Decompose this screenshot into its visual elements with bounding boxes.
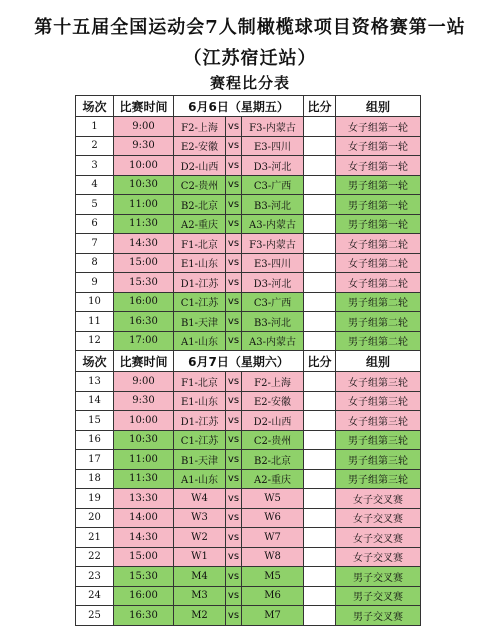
match-group: 女子交叉赛 bbox=[336, 489, 421, 509]
match-number: 20 bbox=[76, 508, 114, 528]
team-a: W1 bbox=[174, 547, 226, 567]
vs-label: vs bbox=[226, 195, 242, 215]
table-row bbox=[76, 156, 421, 176]
vs-label: vs bbox=[226, 214, 242, 234]
vs-label: vs bbox=[226, 136, 242, 156]
document-title: 第十五届全国运动会7人制橄榄球项目资格赛第一站 bbox=[34, 17, 466, 38]
vs-label: vs bbox=[226, 547, 242, 567]
team-b: W6 bbox=[242, 508, 304, 528]
team-b: D3-河北 bbox=[242, 156, 304, 176]
column-header-no: 场次 bbox=[76, 351, 114, 372]
team-a: F1-北京 bbox=[174, 234, 226, 254]
vs-label: vs bbox=[226, 606, 242, 626]
table-row bbox=[76, 547, 421, 567]
score-cell bbox=[304, 450, 336, 470]
table-row bbox=[76, 136, 421, 156]
match-time: 9:00 bbox=[114, 117, 174, 137]
match-time: 15:30 bbox=[114, 273, 174, 293]
score-cell bbox=[304, 567, 336, 587]
team-a: F1-北京 bbox=[174, 372, 226, 392]
column-header-group: 组别 bbox=[336, 96, 421, 117]
score-cell bbox=[304, 528, 336, 548]
score-cell bbox=[304, 411, 336, 431]
team-b: F3-内蒙古 bbox=[242, 117, 304, 137]
score-cell bbox=[304, 234, 336, 254]
team-a: M2 bbox=[174, 606, 226, 626]
match-group: 男子交叉赛 bbox=[336, 586, 421, 606]
team-b: A3-内蒙古 bbox=[242, 331, 304, 351]
match-group: 女子组第二轮 bbox=[336, 234, 421, 254]
vs-label: vs bbox=[226, 528, 242, 548]
vs-label: vs bbox=[226, 391, 242, 411]
table-row bbox=[76, 606, 421, 626]
match-group: 女子组第二轮 bbox=[336, 253, 421, 273]
table-row bbox=[76, 450, 421, 470]
match-number: 23 bbox=[76, 567, 114, 587]
match-time: 11:30 bbox=[114, 214, 174, 234]
vs-label: vs bbox=[226, 234, 242, 254]
match-time: 15:00 bbox=[114, 253, 174, 273]
vs-label: vs bbox=[226, 567, 242, 587]
team-b: W5 bbox=[242, 489, 304, 509]
match-number: 11 bbox=[76, 312, 114, 332]
match-number: 14 bbox=[76, 391, 114, 411]
vs-label: vs bbox=[226, 430, 242, 450]
team-a: E1-山东 bbox=[174, 253, 226, 273]
team-a: A1-山东 bbox=[174, 331, 226, 351]
vs-label: vs bbox=[226, 312, 242, 332]
match-time: 16:00 bbox=[114, 586, 174, 606]
score-cell bbox=[304, 195, 336, 215]
score-cell bbox=[304, 606, 336, 626]
team-a: W3 bbox=[174, 508, 226, 528]
score-cell bbox=[304, 547, 336, 567]
score-cell bbox=[304, 469, 336, 489]
match-group: 男子组第一轮 bbox=[336, 195, 421, 215]
schedule-table bbox=[75, 95, 421, 626]
match-group: 男子交叉赛 bbox=[336, 567, 421, 587]
table-row bbox=[76, 391, 421, 411]
table-row bbox=[76, 273, 421, 293]
team-b: F3-内蒙古 bbox=[242, 234, 304, 254]
match-number: 25 bbox=[76, 606, 114, 626]
match-time: 10:30 bbox=[114, 430, 174, 450]
match-time: 16:00 bbox=[114, 292, 174, 312]
score-cell bbox=[304, 273, 336, 293]
match-number: 24 bbox=[76, 586, 114, 606]
match-group: 男子组第二轮 bbox=[336, 292, 421, 312]
match-group: 女子组第一轮 bbox=[336, 156, 421, 176]
team-b: B2-北京 bbox=[242, 450, 304, 470]
header-row bbox=[76, 96, 421, 117]
team-b: E2-安徽 bbox=[242, 391, 304, 411]
match-number: 5 bbox=[76, 195, 114, 215]
table-row bbox=[76, 175, 421, 195]
score-cell bbox=[304, 292, 336, 312]
table-row bbox=[76, 312, 421, 332]
match-number: 4 bbox=[76, 175, 114, 195]
team-b: W7 bbox=[242, 528, 304, 548]
table-row bbox=[76, 430, 421, 450]
vs-label: vs bbox=[226, 508, 242, 528]
team-a: D1-江苏 bbox=[174, 273, 226, 293]
team-b: E3-四川 bbox=[242, 253, 304, 273]
match-group: 女子组第三轮 bbox=[336, 391, 421, 411]
score-cell bbox=[304, 372, 336, 392]
document-subtitle: （江苏宿迁站） bbox=[183, 48, 317, 69]
team-b: M6 bbox=[242, 586, 304, 606]
table-row bbox=[76, 567, 421, 587]
score-cell bbox=[304, 253, 336, 273]
match-time: 11:30 bbox=[114, 469, 174, 489]
match-group: 女子交叉赛 bbox=[336, 528, 421, 548]
column-header-no: 场次 bbox=[76, 96, 114, 117]
team-a: B1-天津 bbox=[174, 312, 226, 332]
match-number: 8 bbox=[76, 253, 114, 273]
vs-label: vs bbox=[226, 331, 242, 351]
vs-label: vs bbox=[226, 156, 242, 176]
team-a: C2-贵州 bbox=[174, 175, 226, 195]
score-cell bbox=[304, 117, 336, 137]
match-group: 女子交叉赛 bbox=[336, 508, 421, 528]
table-title: 赛程比分表 bbox=[209, 74, 290, 92]
match-time: 9:30 bbox=[114, 136, 174, 156]
match-number: 17 bbox=[76, 450, 114, 470]
team-b: M5 bbox=[242, 567, 304, 587]
match-number: 22 bbox=[76, 547, 114, 567]
match-number: 2 bbox=[76, 136, 114, 156]
match-number: 12 bbox=[76, 331, 114, 351]
match-group: 女子组第一轮 bbox=[336, 136, 421, 156]
score-cell bbox=[304, 508, 336, 528]
column-header-date: 6月7日（星期六） bbox=[174, 351, 304, 372]
match-time: 15:00 bbox=[114, 547, 174, 567]
team-b: B3-河北 bbox=[242, 195, 304, 215]
column-header-time: 比赛时间 bbox=[114, 96, 174, 117]
match-number: 18 bbox=[76, 469, 114, 489]
match-time: 11:00 bbox=[114, 195, 174, 215]
score-cell bbox=[304, 214, 336, 234]
table-row bbox=[76, 411, 421, 431]
match-group: 男子组第三轮 bbox=[336, 430, 421, 450]
match-number: 7 bbox=[76, 234, 114, 254]
match-number: 1 bbox=[76, 117, 114, 137]
schedule-body bbox=[76, 96, 421, 626]
match-number: 19 bbox=[76, 489, 114, 509]
match-number: 9 bbox=[76, 273, 114, 293]
team-a: W2 bbox=[174, 528, 226, 548]
table-row bbox=[76, 214, 421, 234]
score-cell bbox=[304, 489, 336, 509]
vs-label: vs bbox=[226, 469, 242, 489]
team-b: W8 bbox=[242, 547, 304, 567]
match-group: 男子组第一轮 bbox=[336, 214, 421, 234]
team-b: C3-广西 bbox=[242, 292, 304, 312]
team-a: A2-重庆 bbox=[174, 214, 226, 234]
match-group: 女子组第一轮 bbox=[336, 117, 421, 137]
team-a: C1-江苏 bbox=[174, 292, 226, 312]
vs-label: vs bbox=[226, 450, 242, 470]
team-b: F2-上海 bbox=[242, 372, 304, 392]
column-header-score: 比分 bbox=[304, 96, 336, 117]
score-cell bbox=[304, 156, 336, 176]
table-row bbox=[76, 469, 421, 489]
match-number: 15 bbox=[76, 411, 114, 431]
team-b: C2-贵州 bbox=[242, 430, 304, 450]
vs-label: vs bbox=[226, 489, 242, 509]
match-number: 21 bbox=[76, 528, 114, 548]
team-b: A2-重庆 bbox=[242, 469, 304, 489]
team-a: M4 bbox=[174, 567, 226, 587]
table-row bbox=[76, 489, 421, 509]
match-time: 10:30 bbox=[114, 175, 174, 195]
column-header-date: 6月6日（星期五） bbox=[174, 96, 304, 117]
table-row bbox=[76, 528, 421, 548]
team-a: D2-山西 bbox=[174, 156, 226, 176]
vs-label: vs bbox=[226, 372, 242, 392]
team-a: B1-天津 bbox=[174, 450, 226, 470]
score-cell bbox=[304, 136, 336, 156]
vs-label: vs bbox=[226, 586, 242, 606]
table-row bbox=[76, 253, 421, 273]
team-b: B3-河北 bbox=[242, 312, 304, 332]
team-b: D2-山西 bbox=[242, 411, 304, 431]
team-a: F2-上海 bbox=[174, 117, 226, 137]
match-time: 16:30 bbox=[114, 312, 174, 332]
match-group: 男子组第二轮 bbox=[336, 312, 421, 332]
match-time: 14:00 bbox=[114, 508, 174, 528]
table-row bbox=[76, 117, 421, 137]
match-group: 男子组第三轮 bbox=[336, 469, 421, 489]
match-group: 女子组第二轮 bbox=[336, 273, 421, 293]
match-time: 9:30 bbox=[114, 391, 174, 411]
team-a: E1-山东 bbox=[174, 391, 226, 411]
vs-label: vs bbox=[226, 273, 242, 293]
match-number: 13 bbox=[76, 372, 114, 392]
score-cell bbox=[304, 175, 336, 195]
team-a: M3 bbox=[174, 586, 226, 606]
team-a: B2-北京 bbox=[174, 195, 226, 215]
score-cell bbox=[304, 391, 336, 411]
team-b: M7 bbox=[242, 606, 304, 626]
match-time: 9:00 bbox=[114, 372, 174, 392]
match-group: 男子组第二轮 bbox=[336, 331, 421, 351]
team-a: D1-江苏 bbox=[174, 411, 226, 431]
match-time: 14:30 bbox=[114, 234, 174, 254]
team-a: A1-山东 bbox=[174, 469, 226, 489]
team-b: C3-广西 bbox=[242, 175, 304, 195]
match-group: 男子组第三轮 bbox=[336, 450, 421, 470]
table-row bbox=[76, 234, 421, 254]
table-row bbox=[76, 331, 421, 351]
score-cell bbox=[304, 312, 336, 332]
vs-label: vs bbox=[226, 253, 242, 273]
vs-label: vs bbox=[226, 117, 242, 137]
header-row bbox=[76, 351, 421, 372]
match-time: 10:00 bbox=[114, 156, 174, 176]
match-time: 14:30 bbox=[114, 528, 174, 548]
match-time: 16:30 bbox=[114, 606, 174, 626]
match-time: 17:00 bbox=[114, 331, 174, 351]
match-time: 11:00 bbox=[114, 450, 174, 470]
team-b: A3-内蒙古 bbox=[242, 214, 304, 234]
table-row bbox=[76, 586, 421, 606]
table-row bbox=[76, 372, 421, 392]
match-group: 女子组第三轮 bbox=[336, 411, 421, 431]
table-row bbox=[76, 292, 421, 312]
column-header-group: 组别 bbox=[336, 351, 421, 372]
team-a: C1-江苏 bbox=[174, 430, 226, 450]
match-number: 3 bbox=[76, 156, 114, 176]
score-cell bbox=[304, 331, 336, 351]
team-a: E2-安徽 bbox=[174, 136, 226, 156]
score-cell bbox=[304, 586, 336, 606]
match-number: 10 bbox=[76, 292, 114, 312]
column-header-score: 比分 bbox=[304, 351, 336, 372]
vs-label: vs bbox=[226, 175, 242, 195]
vs-label: vs bbox=[226, 411, 242, 431]
team-b: D3-河北 bbox=[242, 273, 304, 293]
team-b: E3-四川 bbox=[242, 136, 304, 156]
match-group: 女子组第三轮 bbox=[336, 372, 421, 392]
match-group: 男子组第一轮 bbox=[336, 175, 421, 195]
match-time: 10:00 bbox=[114, 411, 174, 431]
vs-label: vs bbox=[226, 292, 242, 312]
match-number: 16 bbox=[76, 430, 114, 450]
match-group: 女子交叉赛 bbox=[336, 547, 421, 567]
match-time: 15:30 bbox=[114, 567, 174, 587]
column-header-time: 比赛时间 bbox=[114, 351, 174, 372]
team-a: W4 bbox=[174, 489, 226, 509]
match-group: 男子交叉赛 bbox=[336, 606, 421, 626]
table-row bbox=[76, 195, 421, 215]
match-number: 6 bbox=[76, 214, 114, 234]
match-time: 13:30 bbox=[114, 489, 174, 509]
table-row bbox=[76, 508, 421, 528]
score-cell bbox=[304, 430, 336, 450]
